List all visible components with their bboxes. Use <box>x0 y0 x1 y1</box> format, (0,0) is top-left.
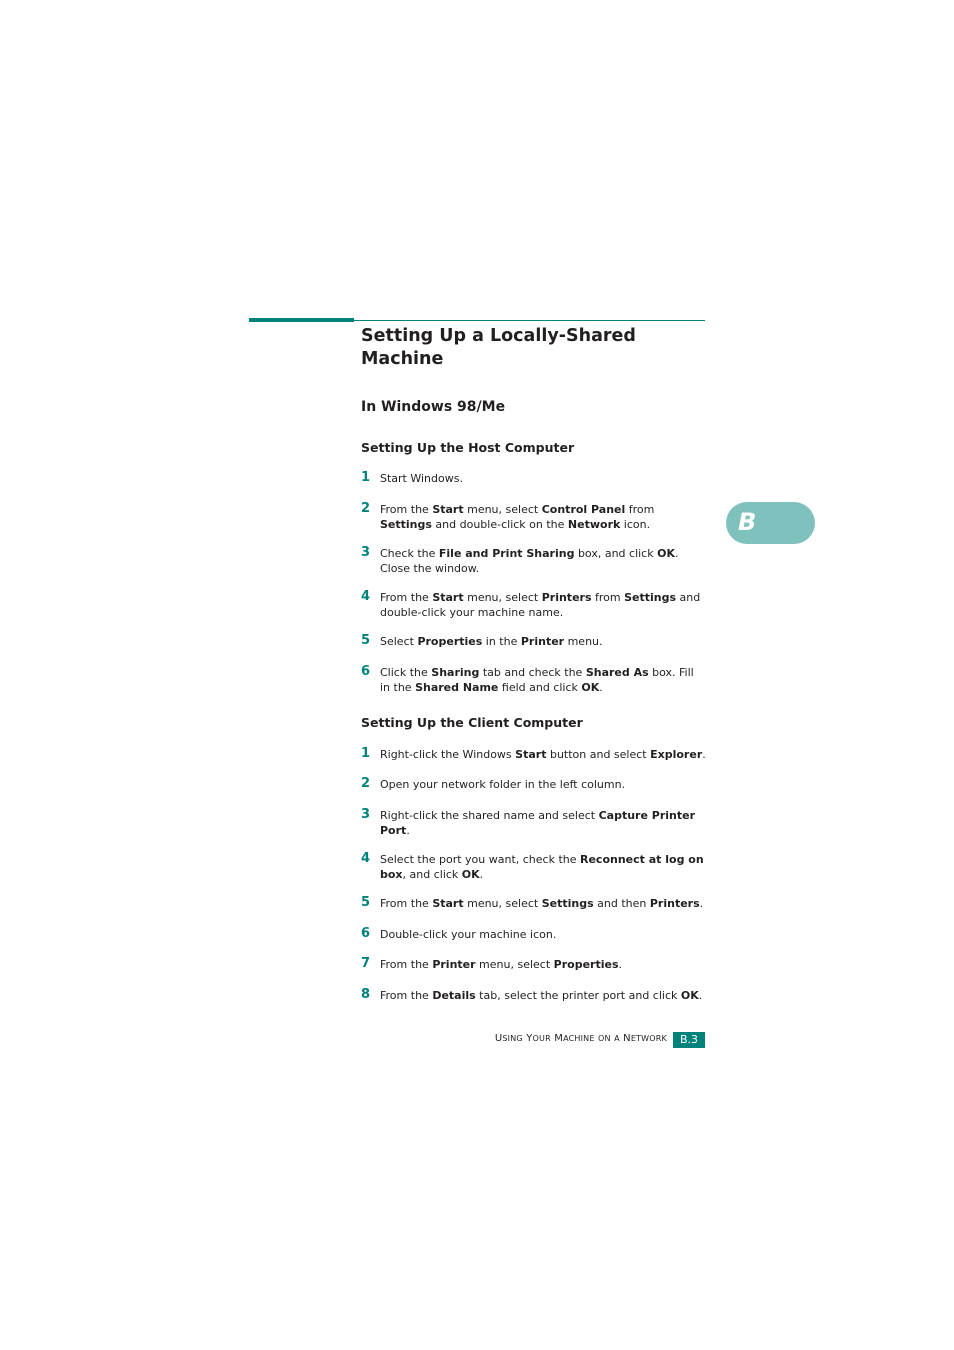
step-text-run: tab and check the <box>479 666 586 679</box>
step-text-run: From the <box>380 989 433 1002</box>
step-text-bold: OK <box>461 867 480 881</box>
step-text-run: box. Fill in the <box>380 666 694 694</box>
step-text-run: from <box>591 591 625 604</box>
step-text-run: Click the <box>380 666 432 679</box>
step-text-bold: Shared As <box>585 666 649 679</box>
step-text-bold: Printers <box>649 897 700 910</box>
footer-word: YOUR <box>526 1033 551 1044</box>
step-number: 6 <box>361 664 371 679</box>
step-text <box>380 503 706 532</box>
step-text-run: and then <box>593 897 650 910</box>
step-number: 2 <box>361 501 371 516</box>
step-text-run: Select the port you want, check the <box>380 853 580 866</box>
step-text-bold: Printers <box>541 591 592 604</box>
step-text <box>380 958 706 973</box>
step-text <box>380 778 706 793</box>
step-text-bold: Control Panel <box>541 503 626 516</box>
footer-title <box>490 1032 667 1046</box>
step-text <box>380 989 706 1004</box>
step-number: 5 <box>361 633 371 648</box>
step-text-bold: Reconnect at log on box <box>380 853 704 881</box>
step-number: 2 <box>361 776 371 791</box>
step-text-run: . <box>406 823 410 837</box>
step-text-run: From the <box>380 503 433 516</box>
step-text-run: . Close the window. <box>380 547 679 575</box>
step-text-bold: Network <box>567 517 621 531</box>
step-text-run: . <box>698 989 703 1002</box>
step-text-run: From the <box>380 958 433 971</box>
page-number: B.3 <box>673 1032 705 1048</box>
step-text-run: . <box>702 748 706 761</box>
step-text-run: icon. <box>620 517 651 531</box>
step-number: 1 <box>361 470 371 485</box>
step-text-run: . <box>618 958 622 971</box>
step-number: 5 <box>361 895 371 910</box>
footer-word: ON <box>598 1034 611 1043</box>
step-text-run: tab, select the printer port and click <box>475 989 681 1002</box>
step-text-bold: Properties <box>417 635 483 648</box>
step-text-bold: Sharing <box>431 666 480 679</box>
footer-word: NETWORK <box>623 1033 667 1044</box>
step-number: 1 <box>361 746 371 761</box>
step-text <box>380 472 706 487</box>
step-text-run: from <box>625 503 655 516</box>
step-text <box>380 591 706 620</box>
step-text-bold: Settings <box>624 591 677 604</box>
step-text-run: . <box>599 680 603 694</box>
step-text-run: Start Windows. <box>380 472 463 485</box>
step-text <box>380 928 706 943</box>
step-text-bold: Capture Printer Port <box>380 809 695 837</box>
step-text-bold: Shared Name <box>415 680 499 694</box>
step-text-run: Right-click the Windows <box>380 748 516 761</box>
step-text-run: in the <box>482 635 521 648</box>
step-number: 3 <box>361 807 371 822</box>
step-number: 6 <box>361 926 371 941</box>
step-number: 4 <box>361 851 371 866</box>
step-text-bold: Start <box>432 503 464 516</box>
step-text-bold: Printer <box>432 958 476 971</box>
step-number: 3 <box>361 545 371 560</box>
step-text-run: and double-click on the <box>431 517 568 531</box>
step-text-run: Double-click your machine icon. <box>380 928 557 941</box>
step-text-run: and double-click your machine name. <box>380 591 701 619</box>
step-text-bold: OK <box>680 989 699 1002</box>
step-number: 8 <box>361 987 371 1002</box>
step-text-run: . <box>479 867 484 881</box>
step-number: 7 <box>361 956 371 971</box>
header-rule-thin <box>354 320 705 321</box>
step-text-run: Select <box>380 635 418 648</box>
step-text-run: menu, select <box>463 503 542 516</box>
host-heading: Setting Up the Host Computer <box>361 440 575 455</box>
footer-word: USING <box>494 1033 523 1044</box>
client-heading: Setting Up the Client Computer <box>361 715 583 730</box>
step-text-bold: OK <box>657 547 675 560</box>
step-text-run: field and click <box>498 680 582 694</box>
step-text-run: button and select <box>546 748 651 761</box>
chapter-tab-letter: B <box>738 508 757 536</box>
step-text <box>380 547 706 576</box>
step-text-bold: Start <box>432 591 464 604</box>
step-text-run: box, and click <box>574 547 658 560</box>
step-text-run: , and click <box>402 867 462 881</box>
step-text-bold: Start <box>515 748 547 761</box>
step-text-bold: Start <box>432 897 464 910</box>
step-text <box>380 897 706 912</box>
footer-word: MACHINE <box>554 1033 595 1044</box>
header-rule-thick <box>249 318 354 322</box>
step-text-bold: Printer <box>520 635 565 648</box>
step-text-run: menu, select <box>463 897 542 910</box>
step-text-run: menu, select <box>475 958 554 971</box>
step-text-run: . <box>699 897 704 910</box>
step-text-run: From the <box>380 591 433 604</box>
step-text-run: Right-click the shared name and select <box>380 809 599 822</box>
section-title: Setting Up a Locally-Shared Machine <box>361 326 636 369</box>
step-text-bold: Settings <box>380 517 432 531</box>
step-number: 4 <box>361 589 371 604</box>
step-text <box>380 635 706 650</box>
step-text-run: From the <box>380 897 433 910</box>
section-subtitle: In Windows 98/Me <box>361 399 506 415</box>
step-text-bold: OK <box>581 680 600 694</box>
step-text <box>380 666 706 695</box>
step-text-bold: Properties <box>553 958 619 971</box>
step-text-run: menu, select <box>463 591 542 604</box>
step-text-bold: Details <box>432 989 476 1002</box>
step-text <box>380 809 706 838</box>
step-text <box>380 748 706 763</box>
chapter-tab <box>726 502 815 544</box>
step-text-bold: File and Print Sharing <box>438 547 575 560</box>
footer-word: A <box>614 1034 620 1043</box>
step-text-bold: Settings <box>541 897 594 910</box>
step-text-run: Check the <box>380 547 439 560</box>
step-text-run: menu. <box>564 635 603 648</box>
step-text <box>380 853 706 882</box>
step-text-bold: Explorer <box>650 748 703 761</box>
step-text-run: Open your network folder in the left column. <box>380 778 626 791</box>
